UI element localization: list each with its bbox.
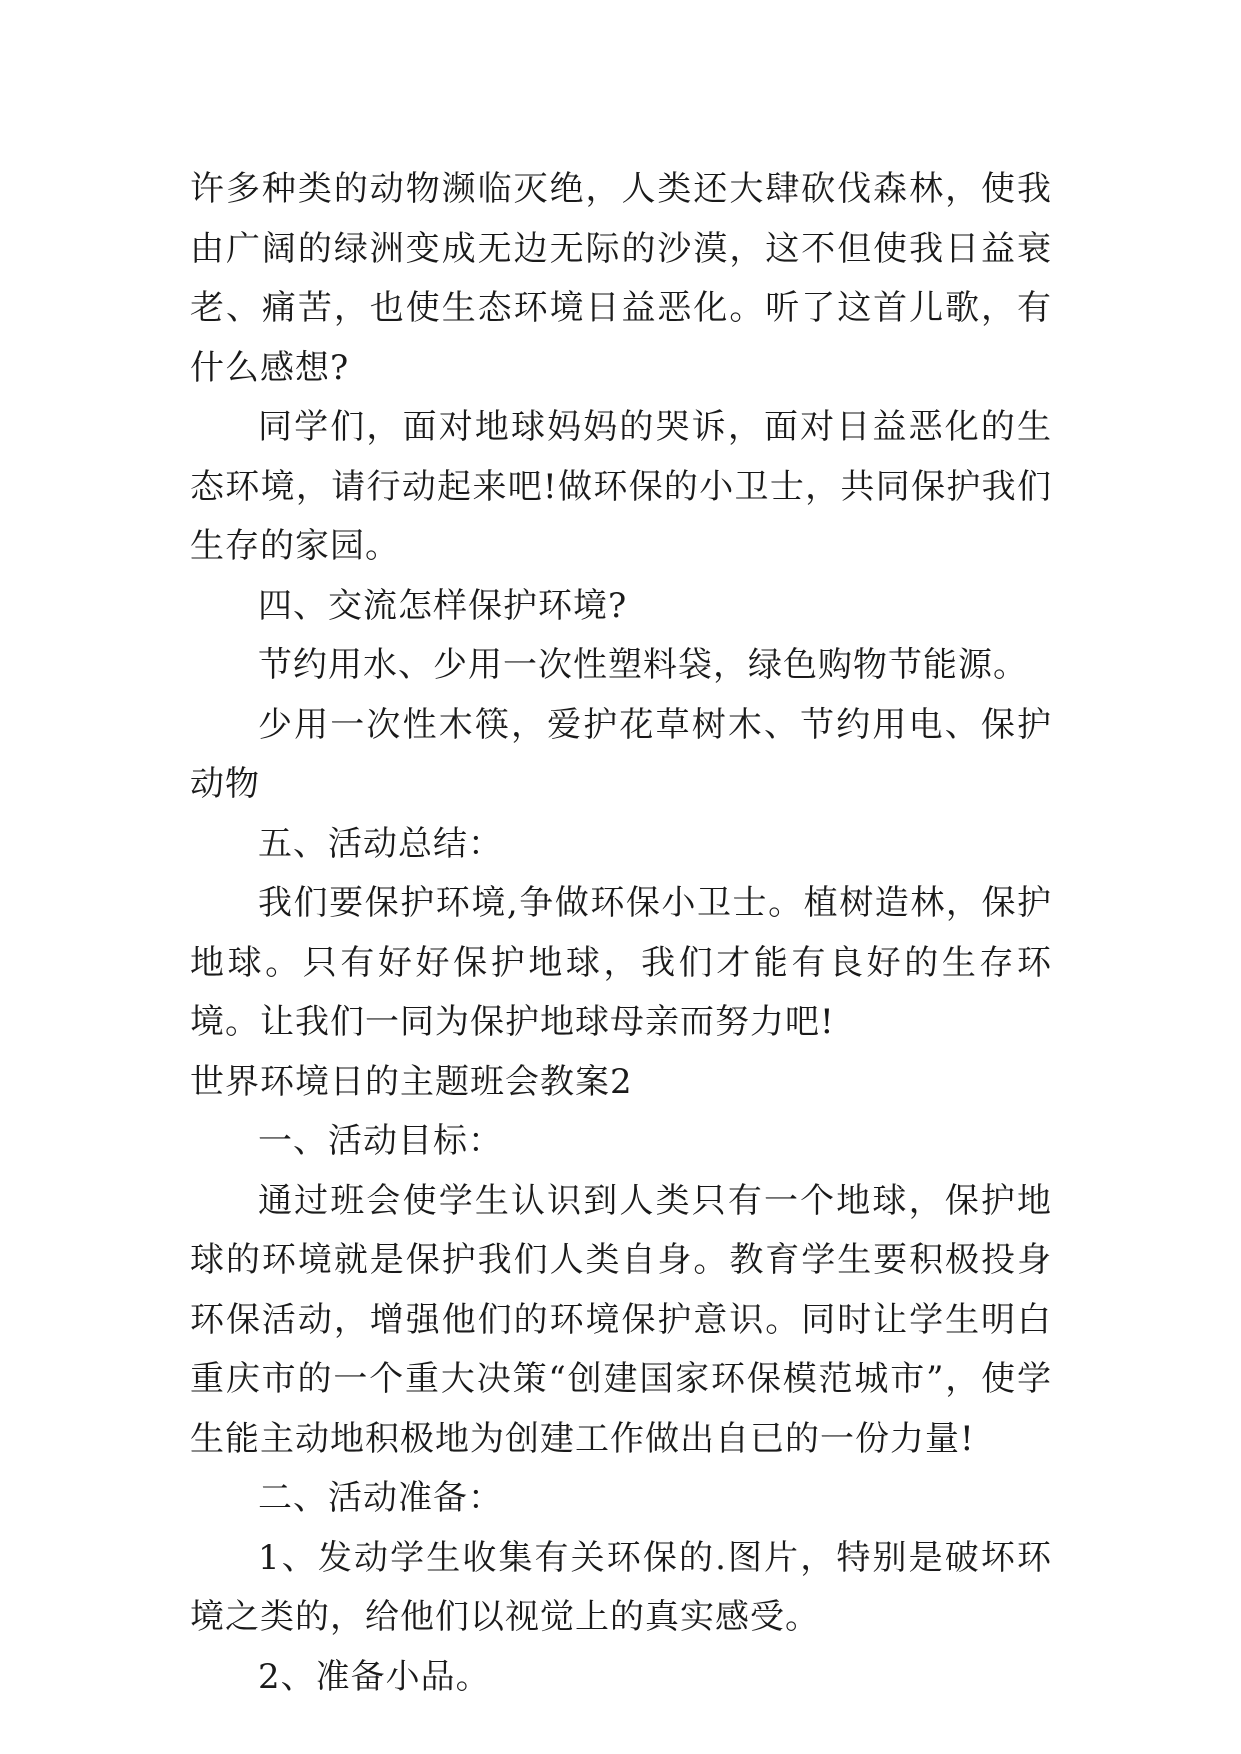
section-heading-goals: 一、活动目标： [258, 1121, 503, 1161]
paragraph-call-to-action: 同学们，面对地球妈妈的哭诉，面对日益恶化的生态环境，请行动起来吧!做环保的小卫士，共同保护我们生存的家园。 [190, 407, 1052, 566]
section-heading-discussion: 四、交流怎样保护环境? [258, 585, 628, 626]
document-body [190, 160, 1052, 1707]
paragraph-chopsticks: 少用一次性木筷，爱护花草树木、节约用电、保护动物 [190, 704, 1052, 804]
list-item-collect-pictures: 1、发动学生收集有关环保的.图片，特别是破坏环境之类的，给他们以视觉上的真实感受。 [190, 1537, 1052, 1637]
paragraph-summary: 我们要保护环境,争做环保小卫士。植树造林，保护地球。只有好好保护地球，我们才能有良好的生存环境。让我们一同为保护地球母亲而努力吧! [190, 883, 1052, 1042]
paragraph-save-water: 节约用水、少用一次性塑料袋，绿色购物节能源。 [258, 645, 1028, 685]
paragraph-species-extinction: 许多种类的动物濒临灭绝，人类还大肆砍伐森林，使我由广阔的绿洲变成无边无际的沙漠，这不但使我日益衰老、痛苦，也使生态环境日益恶化。听了这首儿歌，有什么感想? [190, 169, 1052, 388]
section-heading-summary: 五、活动总结： [258, 823, 503, 864]
section-heading-preparation: 二、活动准备： [258, 1478, 503, 1518]
list-item-prepare-skit: 2、准备小品。 [258, 1656, 491, 1697]
paragraph-goals: 通过班会使学生认识到人类只有一个地球，保护地球的环境就是保护我们人类自身。教育学生要积极投身环保活动，增强他们的环境保护意识。同时让学生明白重庆市的一个重大决策“创建国家环保模范城市”，使学生能主动地积极地为创建工作做出自已的一份力量! [190, 1180, 1052, 1459]
lesson-plan-title: 世界环境日的主题班会教案2 [190, 1061, 633, 1102]
